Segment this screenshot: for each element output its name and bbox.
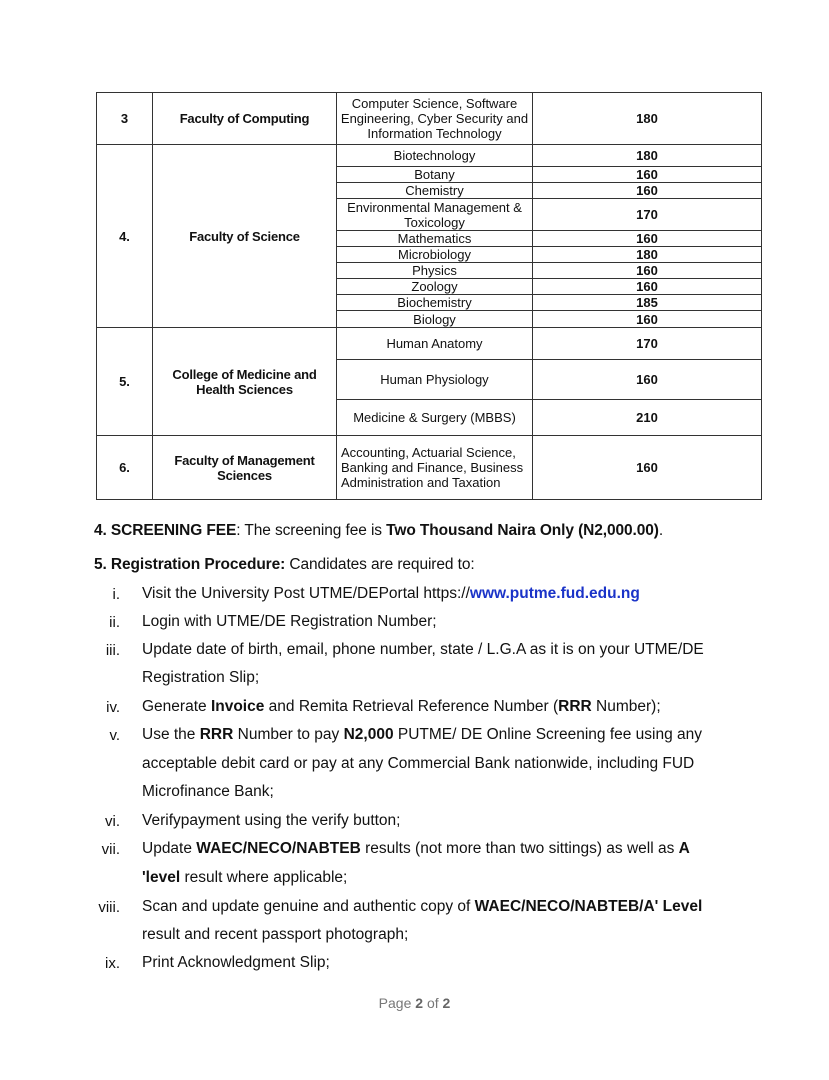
step-text-part: Number);	[591, 698, 661, 715]
step-text-part: Generate	[142, 698, 211, 715]
screening-fee-paragraph	[94, 522, 663, 540]
cutoff-mark: 170	[533, 199, 762, 231]
portal-link[interactable]: www.putme.fud.edu.ng	[469, 585, 640, 602]
table-row	[97, 145, 762, 167]
step-text	[142, 840, 690, 858]
step-text	[142, 726, 702, 744]
step-text-bold: Invoice	[210, 698, 265, 715]
registration-heading: 5. Registration Procedure:	[94, 556, 286, 573]
footer-total-pages: 2	[442, 995, 451, 1011]
programme-name: Chemistry	[337, 183, 533, 199]
screening-fee-heading: 4. SCREENING FEE	[94, 522, 237, 539]
programme-name: Medicine & Surgery (MBBS)	[337, 400, 533, 436]
programme-name: Accounting, Actuarial Science, Banking and Finance, Business Administration and Taxation	[337, 436, 533, 500]
step-text-bold: RRR	[558, 698, 592, 715]
programme-name: Physics	[337, 263, 533, 279]
step-text: Login with UTME/DE Registration Number;	[142, 613, 437, 630]
step-text: Print Acknowledgment Slip;	[142, 954, 330, 971]
cutoff-mark: 185	[533, 295, 762, 311]
programme-name: Mathematics	[337, 231, 533, 247]
cutoff-mark: 160	[533, 183, 762, 199]
row-number: 6.	[97, 436, 153, 500]
footer-of: of	[423, 995, 443, 1011]
programme-name: Biochemistry	[337, 295, 533, 311]
registration-intro: Candidates are required to:	[285, 556, 475, 573]
programme-name: Environmental Management & Toxicology	[337, 199, 533, 231]
step-text-part: result where applicable;	[180, 869, 348, 886]
cutoff-table	[96, 92, 762, 500]
programme-name: Zoology	[337, 279, 533, 295]
step-number: iii.	[105, 642, 120, 659]
step-text: Verifypayment using the verify button;	[142, 812, 401, 829]
screening-fee-amount: Two Thousand Naira Only (N2,000.00)	[386, 522, 659, 539]
step-text	[142, 585, 640, 603]
programme-name: Botany	[337, 167, 533, 183]
programme-name: Human Anatomy	[337, 328, 533, 360]
table-row	[97, 328, 762, 360]
step-text-bold: WAEC/NECO/NABTEB/A' Level	[474, 898, 703, 915]
cutoff-mark: 160	[533, 263, 762, 279]
step-text-bold: RRR	[199, 726, 234, 743]
cutoff-mark: 160	[533, 360, 762, 400]
row-number: 3	[97, 93, 153, 145]
step-text-continued: result and recent passport photograph;	[142, 926, 409, 943]
cutoff-mark: 180	[533, 93, 762, 145]
step-text-bold: WAEC/NECO/NABTEB	[196, 840, 361, 857]
cutoff-mark: 210	[533, 400, 762, 436]
programme-name: Biology	[337, 311, 533, 328]
cutoff-mark: 170	[533, 328, 762, 360]
step-text-part: PUTME/ DE Online Screening fee using any	[393, 726, 703, 743]
step-text-part: and Remita Retrieval Reference Number (	[264, 698, 559, 715]
step-number: vii.	[101, 841, 120, 858]
cutoff-mark: 160	[533, 311, 762, 328]
page-footer	[0, 995, 829, 1011]
step-text-part: results (not more than two sittings) as well as	[360, 840, 679, 857]
table-row	[97, 93, 762, 145]
step-text-bold: N2,000	[343, 726, 394, 743]
step-text-continued: Microfinance Bank;	[142, 783, 274, 800]
step-text-continued: Registration Slip;	[142, 669, 260, 686]
programme-name: Microbiology	[337, 247, 533, 263]
cutoff-mark: 160	[533, 231, 762, 247]
step-text-part: Use the	[142, 726, 200, 743]
table-row	[97, 436, 762, 500]
faculty-name: Faculty of Management Sciences	[153, 436, 337, 500]
step-text-part: Number to pay	[233, 726, 344, 743]
step-text: Update date of birth, email, phone number, state / L.G.A as it is on your UTME/DE	[142, 641, 704, 658]
screening-fee-end: .	[658, 522, 664, 539]
cutoff-mark: 180	[533, 145, 762, 167]
cutoff-mark: 160	[533, 279, 762, 295]
step-number: ii.	[109, 614, 120, 631]
step-text-continued: acceptable debit card or pay at any Commercial Bank nationwide, including FUD	[142, 755, 695, 772]
step-text-bold: 'level	[142, 869, 181, 886]
step-text-part: Visit the University Post UTME/DEPortal https://	[142, 585, 470, 602]
step-number: ix.	[105, 955, 120, 972]
step-text	[142, 898, 702, 916]
footer-label: Page	[378, 995, 416, 1011]
cutoff-mark: 180	[533, 247, 762, 263]
step-number: vi.	[105, 813, 120, 830]
screening-fee-text: : The screening fee is	[236, 522, 387, 539]
programme-name: Computer Science, Software Engineering, Cyber Security and Information Technology	[337, 93, 533, 145]
footer-page-number: 2	[415, 995, 424, 1011]
step-number: v.	[109, 727, 120, 744]
programme-name: Biotechnology	[337, 145, 533, 167]
step-text-bold: A	[678, 840, 690, 857]
step-number: i.	[112, 586, 120, 603]
cutoff-mark: 160	[533, 167, 762, 183]
step-text-part: Update	[142, 840, 197, 857]
cutoff-mark: 160	[533, 436, 762, 500]
registration-procedure-paragraph	[94, 556, 475, 574]
step-text	[142, 698, 661, 716]
row-number: 5.	[97, 328, 153, 436]
step-text-part: Scan and update genuine and authentic copy of	[142, 898, 475, 915]
row-number: 4.	[97, 145, 153, 328]
faculty-name: Faculty of Computing	[153, 93, 337, 145]
step-text-continued	[142, 869, 347, 887]
faculty-name: College of Medicine and Health Sciences	[153, 328, 337, 436]
programme-name: Human Physiology	[337, 360, 533, 400]
step-number: viii.	[98, 899, 120, 916]
step-number: iv.	[106, 699, 120, 716]
faculty-name: Faculty of Science	[153, 145, 337, 328]
